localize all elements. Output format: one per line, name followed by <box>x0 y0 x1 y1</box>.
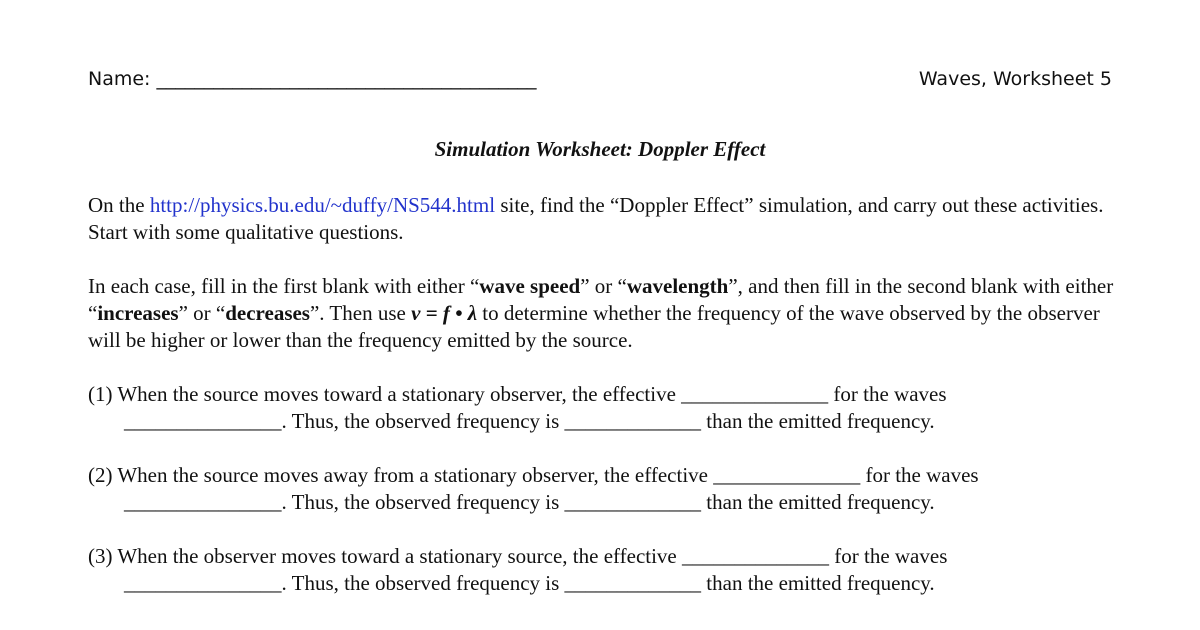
name-label: Name: <box>88 68 151 90</box>
question-2 <box>88 462 1128 516</box>
term-decreases: decreases <box>225 301 310 325</box>
instr-text-3: ”, and then fill in the second blank with either “ <box>88 274 1114 325</box>
instructions-paragraph <box>88 273 1118 354</box>
term-wave-speed: wave speed <box>479 274 581 298</box>
instr-text-2: ” or “ <box>580 274 627 298</box>
question-1-line-2: _______________. Thus, the observed frequency is _____________ than the emitted frequency. <box>124 409 935 433</box>
question-3-line-1: (3) When the observer moves toward a stationary source, the effective ______________ for the waves <box>88 544 948 568</box>
instr-text-5: ”. Then use <box>309 301 412 325</box>
intro-text-after: site, find the “Doppler Effect” simulation, and carry out these activities. Start with some qualitative questions. <box>88 193 1104 244</box>
instr-text-4: ” or “ <box>178 301 226 325</box>
name-blank: ________________________________________ <box>156 68 537 90</box>
question-1-line-1: (1) When the source moves toward a stationary observer, the effective ______________ for the waves <box>88 382 947 406</box>
term-increases: increases <box>97 301 179 325</box>
intro-text-before: On the <box>88 193 150 217</box>
intro-paragraph <box>88 192 1118 246</box>
question-2-line-1: (2) When the source moves away from a stationary observer, the effective ______________ for the waves <box>88 463 979 487</box>
instr-text-1: In each case, fill in the first blank with either “ <box>88 274 480 298</box>
wave-formula: v = f • λ <box>411 301 478 325</box>
question-3-line-2: _______________. Thus, the observed frequency is _____________ than the emitted frequency. <box>124 571 935 595</box>
worksheet-label: Waves, Worksheet 5 <box>918 68 1112 90</box>
name-field-label <box>88 68 537 90</box>
instr-text-6: to determine whether the frequency of the wave observed by the observer will be higher or lower than the frequency emitted by the source. <box>88 301 1100 352</box>
term-wavelength: wavelength <box>626 274 729 298</box>
question-3 <box>88 543 1128 597</box>
question-1 <box>88 381 1128 435</box>
simulation-link[interactable]: http://physics.bu.edu/~duffy/NS544.html <box>149 193 496 217</box>
worksheet-title: Simulation Worksheet: Doppler Effect <box>434 137 766 161</box>
question-2-line-2: _______________. Thus, the observed frequency is _____________ than the emitted frequency. <box>124 490 935 514</box>
